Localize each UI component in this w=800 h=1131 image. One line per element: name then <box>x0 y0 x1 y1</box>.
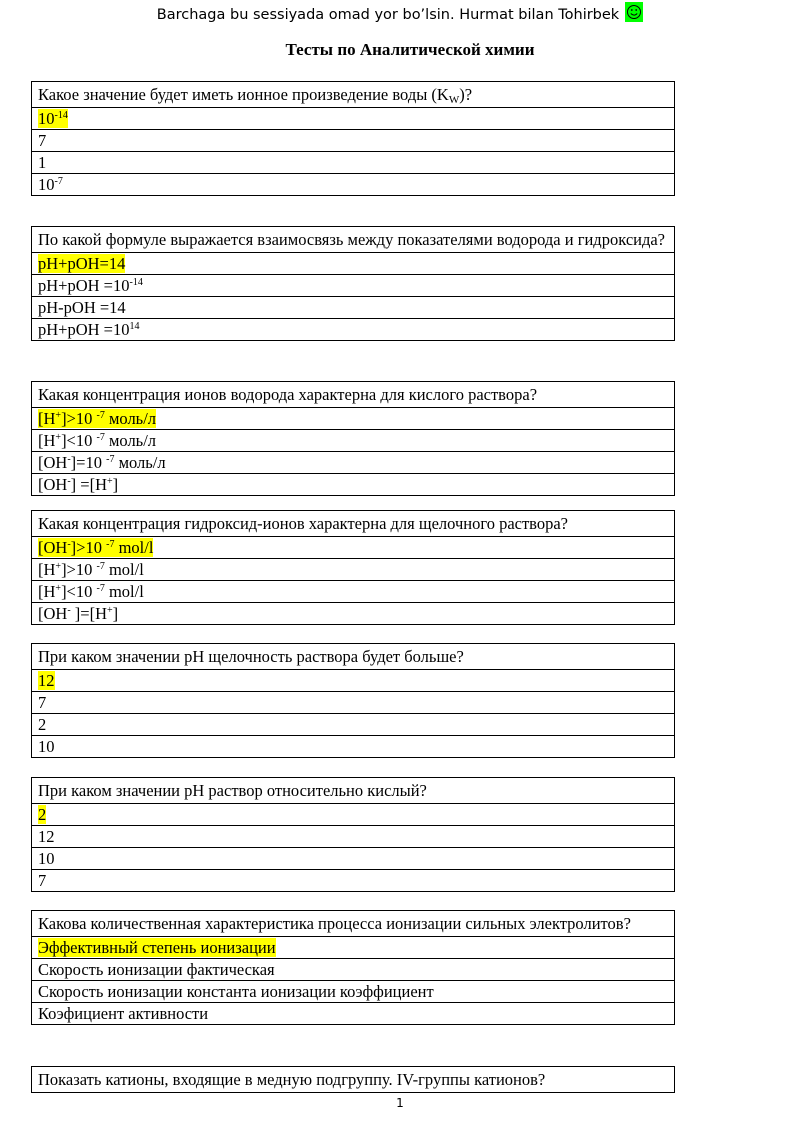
answer-text: $10^{-7}$ <box>38 175 63 194</box>
answer-text: 12 <box>38 827 55 846</box>
answer-option <box>32 174 675 196</box>
answer-option <box>32 297 675 319</box>
answer-text: Коэфициент активности <box>38 1004 209 1023</box>
answer-option <box>32 981 675 1003</box>
correct-answer: [OH-]>10 $^{-7}$ mol/l <box>38 538 154 557</box>
answer-text: [OH-] =[H+] <box>38 475 119 494</box>
smiley-icon <box>625 2 643 22</box>
correct-answer: 12 <box>38 671 55 690</box>
answer-option <box>32 603 675 625</box>
answer-option <box>32 319 675 341</box>
answer-option <box>32 108 675 130</box>
question-text: Какова количественная характеристика процесса ионизации сильных электролитов? <box>32 911 675 937</box>
question-table <box>31 1066 675 1093</box>
answer-text: Скорость ионизации фактическая <box>38 960 275 979</box>
answer-option <box>32 670 675 692</box>
question-text: При каком значении pH щелочность раствора будет больше? <box>32 644 675 670</box>
correct-answer: pH+pOH=14 <box>38 254 126 273</box>
answer-text: 2 <box>38 715 47 734</box>
answer-option <box>32 408 675 430</box>
answer-option <box>32 937 675 959</box>
correct-answer: Эффективный степень ионизации <box>38 938 276 957</box>
answer-text: 7 <box>38 131 47 150</box>
answer-option <box>32 275 675 297</box>
answer-option <box>32 1003 675 1025</box>
answer-option <box>32 848 675 870</box>
answer-option <box>32 692 675 714</box>
correct-answer: $10^{-14}$ <box>38 109 68 128</box>
answer-option <box>32 581 675 603</box>
correct-answer: 2 <box>38 805 47 824</box>
answer-text: $pH+pOH =10^{14}$ <box>38 320 140 339</box>
answer-text: 10 <box>38 849 55 868</box>
page-title: Тесты по Аналитической химии <box>285 40 535 59</box>
answer-text: [OH-]=10 $^{-7}$ моль/л <box>38 453 166 472</box>
answer-text: [H+]<10 $^{-7}$ mol/l <box>38 582 144 601</box>
answer-option <box>32 253 675 275</box>
question-text: Какая концентрация ионов водорода характерна для кислого раствора? <box>32 382 675 408</box>
question-table <box>31 910 675 1025</box>
answer-option <box>32 959 675 981</box>
answer-option <box>32 736 675 758</box>
answer-text: [H+]>10 $^{-7}$ mol/l <box>38 560 144 579</box>
question-table <box>31 510 675 625</box>
answer-text: pH-pOH =14 <box>38 298 126 317</box>
page-header <box>0 2 800 26</box>
answer-text: 7 <box>38 693 47 712</box>
answer-text: Скорость ионизации константа ионизации коэффициент <box>38 982 434 1001</box>
answer-text: [OH- ]=[H+] <box>38 604 119 623</box>
answer-option <box>32 826 675 848</box>
answer-option <box>32 152 675 174</box>
answer-text: 7 <box>38 871 47 890</box>
question-table <box>31 81 675 196</box>
answer-text: 10 <box>38 737 55 756</box>
answer-option <box>32 804 675 826</box>
answer-text: [H+]<10 $^{-7}$ моль/л <box>38 431 157 450</box>
answer-option <box>32 474 675 496</box>
answer-option <box>32 452 675 474</box>
answer-option <box>32 537 675 559</box>
answer-option <box>32 714 675 736</box>
question-text: Показать катионы, входящие в медную подгруппу. IV-группы катионов? <box>32 1067 675 1093</box>
question-text: Какая концентрация гидроксид-ионов характерна для щелочного раствора? <box>32 511 675 537</box>
answer-option <box>32 559 675 581</box>
answer-option <box>32 870 675 892</box>
correct-answer: [H+]>10 $^{-7}$ моль/л <box>38 409 157 428</box>
header-text: Barchaga bu sessiyada omad yor bo’lsin. Hurmat bilan Tohirbek <box>156 7 620 23</box>
question-text: Какое значение будет иметь ионное произведение воды $(K_W)$? <box>32 82 675 108</box>
answer-option <box>32 130 675 152</box>
answer-text: $pH+pOH =10^{-14}$ <box>38 276 143 295</box>
question-text: По какой формуле выражается взаимосвязь между показателями водорода и гидроксида? <box>32 227 675 253</box>
answer-option <box>32 430 675 452</box>
page-number: 1 <box>396 1096 404 1110</box>
question-table <box>31 226 675 341</box>
answer-text: 1 <box>38 153 47 172</box>
question-table <box>31 643 675 758</box>
question-table <box>31 381 675 496</box>
question-table <box>31 777 675 892</box>
question-text: При каком значении pH раствор относительно кислый? <box>32 778 675 804</box>
